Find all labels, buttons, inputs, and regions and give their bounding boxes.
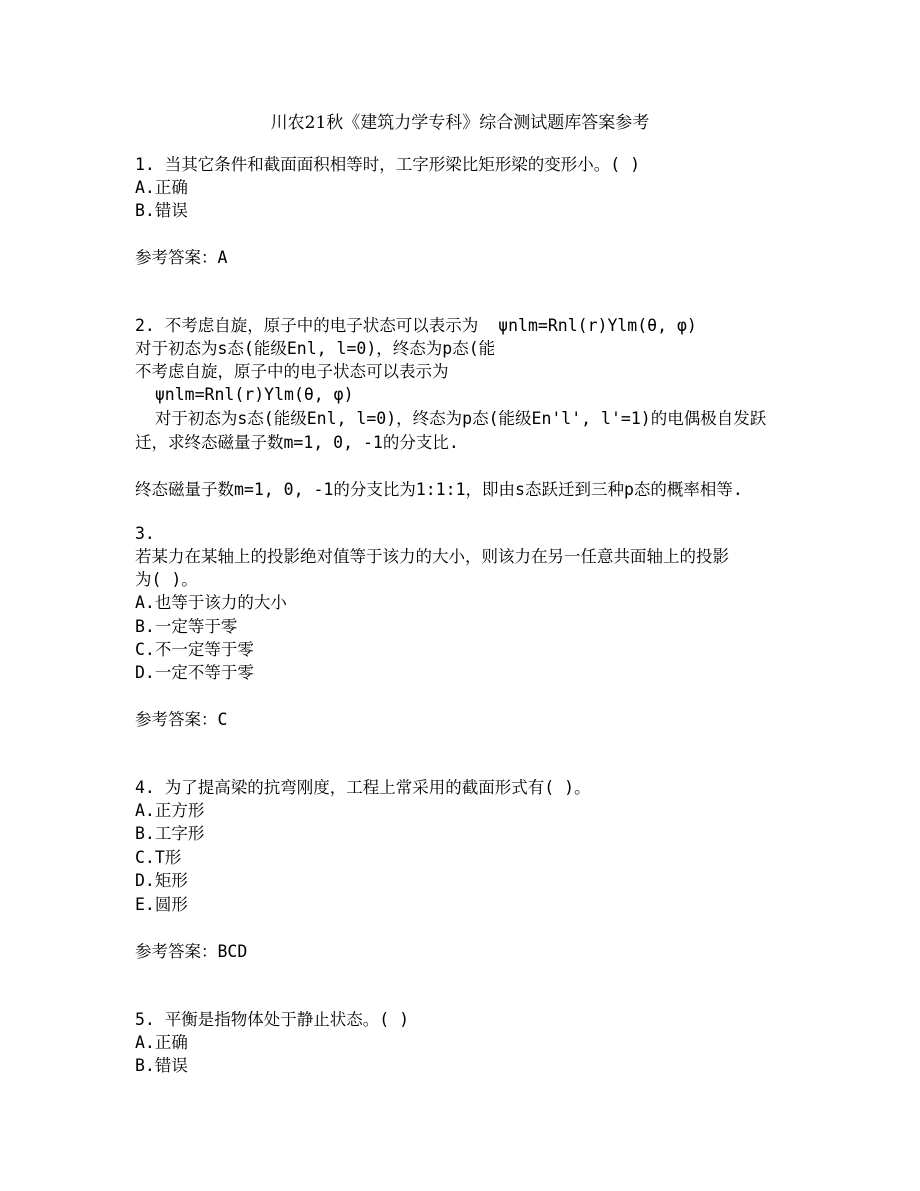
question-5-option-a: A.正确 — [135, 1033, 188, 1052]
question-4-option-b: B.工字形 — [135, 824, 205, 843]
question-2-line-6: 迁，求终态磁量子数m=1, 0, -1的分支比. — [135, 433, 459, 452]
question-4-answer: 参考答案：BCD — [135, 942, 248, 961]
page-title: 川农21秋《建筑力学专科》综合测试题库答案参考 — [270, 113, 650, 133]
question-2-answer: 终态磁量子数m=1, 0, -1的分支比为1:1:1，即由s态跃迁到三种p态的概率相等. — [135, 480, 743, 499]
question-4-option-e: E.圆形 — [135, 895, 188, 914]
question-3-option-b: B.一定等于零 — [135, 617, 238, 636]
question-3-option-a: A.也等于该力的大小 — [135, 593, 287, 612]
question-3-number: 3. — [135, 524, 155, 543]
question-2-line-4: ψnlm=Rnl(r)Ylm(θ, φ) — [135, 385, 354, 404]
question-2-line-5: 对于初态为s态(能级Enl, l=0)，终态为p态(能级En'l', l'=1)的电偶极自发跃 — [135, 409, 767, 428]
question-1-text: 1. 当其它条件和截面面积相等时，工字形梁比矩形梁的变形小。( ) — [135, 155, 641, 174]
question-5-text: 5. 平衡是指物体处于静止状态。( ) — [135, 1010, 410, 1029]
question-1-answer: 参考答案：A — [135, 248, 228, 267]
question-3-line-1: 若某力在某轴上的投影绝对值等于该力的大小，则该力在另一任意共面轴上的投影 — [135, 547, 729, 566]
question-3-line-2: 为( )。 — [135, 570, 198, 589]
question-4-option-a: A.正方形 — [135, 801, 205, 820]
question-4-text: 4. 为了提高梁的抗弯刚度，工程上常采用的截面形式有( )。 — [135, 778, 591, 797]
question-1-option-a: A.正确 — [135, 178, 188, 197]
question-2-line-2: 对于初态为s态(能级Enl, l=0)，终态为p态(能 — [135, 339, 496, 358]
question-3-option-d: D.一定不等于零 — [135, 663, 254, 682]
question-1-option-b: B.错误 — [135, 201, 188, 220]
question-2-line-3: 不考虑自旋，原子中的电子状态可以表示为 — [135, 362, 449, 381]
question-4-option-d: D.矩形 — [135, 871, 188, 890]
question-3-answer: 参考答案：C — [135, 710, 228, 729]
question-5-option-b: B.错误 — [135, 1056, 188, 1075]
question-3-option-c: C.不一定等于零 — [135, 640, 254, 659]
question-4-option-c: C.T形 — [135, 848, 182, 867]
question-2-line-1: 2. 不考虑自旋，原子中的电子状态可以表示为 ψnlm=Rnl(r)Ylm(θ, φ) — [135, 316, 697, 335]
